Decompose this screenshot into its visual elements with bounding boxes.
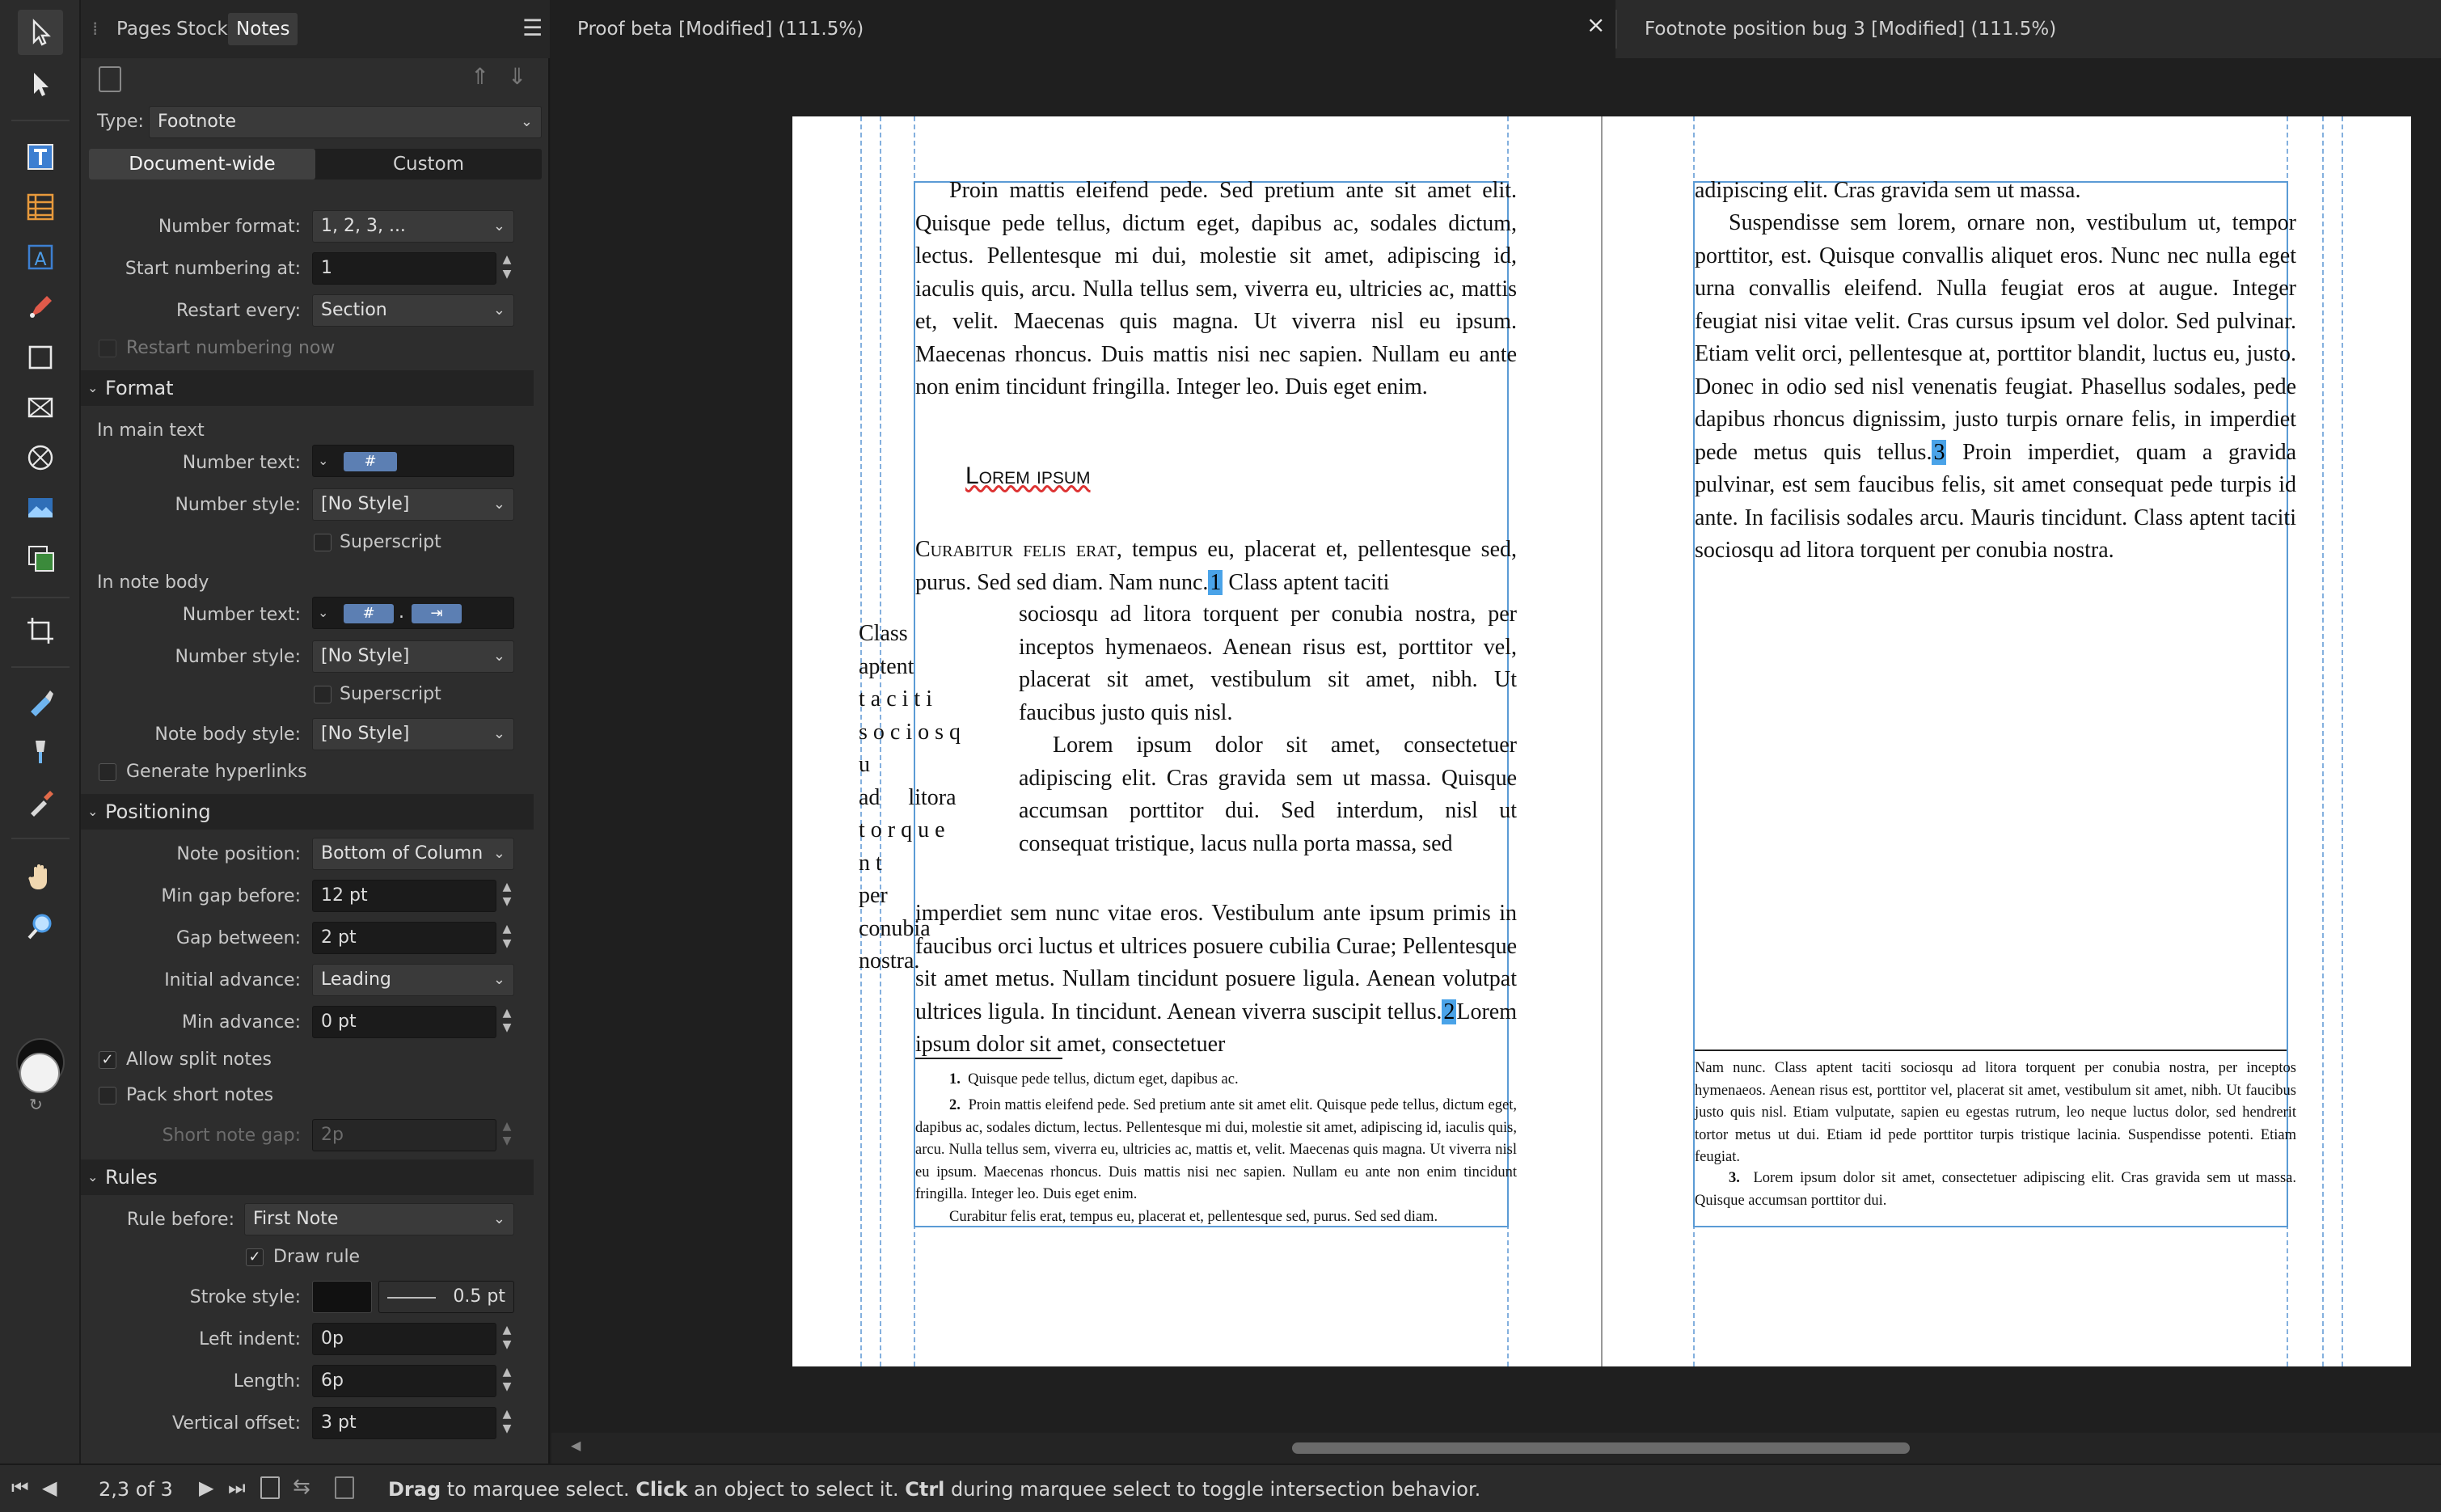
panel-tab-bar xyxy=(81,0,550,58)
vertical-offset-label: Vertical offset: xyxy=(172,1413,301,1434)
main-superscript-label: Superscript xyxy=(340,532,441,552)
panel-menu-icon[interactable]: ☰ xyxy=(522,15,543,41)
initial-advance-value: Leading xyxy=(321,969,391,990)
short-note-gap-label: Short note gap: xyxy=(162,1126,301,1146)
stroke-preview xyxy=(387,1297,436,1299)
wrapped-text-block: sociosqu ad litora torquent per conubia nostra, per inceptos hymenaeos. Aenean risus est, porttitor vel, placerat sit amet, vestibulum sit amet, nibh. Ut faucibus justo quis nisl. Lorem ipsum dolor sit amet, consectetuer adipiscing elit. Cras gravida sem ut massa. Quisque accumsan porttitor dui. Sed interdum, nisl ut consequat tristique, lacus nulla porta massa, sed xyxy=(1019,602,1517,856)
color-picker-icon[interactable] xyxy=(18,779,63,825)
rectangle-icon[interactable] xyxy=(18,335,63,380)
start-numbering-label: Start numbering at: xyxy=(125,259,301,279)
note-settings-icon[interactable] xyxy=(99,66,121,92)
table-icon[interactable] xyxy=(18,184,63,230)
vertical-offset-field[interactable]: 3 pt xyxy=(312,1407,496,1439)
type-dropdown[interactable] xyxy=(149,106,542,138)
right-paragraph-1: adipiscing elit. Cras gravida sem ut massa. xyxy=(1695,178,2081,203)
stroke-width-value: 0.5 pt xyxy=(453,1286,505,1307)
separator-token: . xyxy=(399,602,404,623)
tab-proof-beta-label: Proof beta [Modified] (111.5%) xyxy=(577,19,864,40)
length-label: Length: xyxy=(233,1371,301,1392)
tab-footnote-position-bug[interactable] xyxy=(1617,0,2441,58)
restart-now-label: Restart numbering now xyxy=(126,338,336,358)
notes-panel xyxy=(81,0,550,1463)
note-body-style-value: [No Style] xyxy=(321,724,410,744)
allow-split-checkbox[interactable]: ✓ xyxy=(99,1051,116,1069)
stroke-width-field[interactable] xyxy=(378,1281,514,1313)
generate-hyperlinks-checkbox[interactable] xyxy=(99,763,116,781)
gap-between-field[interactable]: 2 pt xyxy=(312,922,496,954)
number-format-dropdown[interactable] xyxy=(312,210,514,243)
note-number-style-label: Number style: xyxy=(175,647,301,667)
chevron-down-icon: ⌄ xyxy=(318,605,329,620)
initial-advance-dropdown[interactable] xyxy=(312,964,514,996)
note-body-style-dropdown[interactable] xyxy=(312,718,514,750)
sidebar-text-frame[interactable]: Class aptent t a c i t i s o c i o s q u ad litora t o r q u e n t per conubia nostra. xyxy=(859,621,961,974)
caret-down-icon: ⌄ xyxy=(87,804,99,819)
rules-section-header[interactable]: ⌄ Rules xyxy=(81,1159,534,1195)
note-number-style-dropdown[interactable] xyxy=(312,640,514,673)
note-number-style-value: [No Style] xyxy=(321,646,410,666)
note-superscript-checkbox[interactable] xyxy=(314,686,332,703)
min-advance-label: Min advance: xyxy=(182,1012,301,1033)
stroke-style-label: Stroke style: xyxy=(189,1287,301,1307)
swap-colors-icon[interactable]: ↻ xyxy=(29,1095,43,1114)
min-gap-stepper[interactable]: ▲ ▼ xyxy=(502,881,512,908)
note-position-dropdown[interactable] xyxy=(312,838,514,870)
next-page-icon[interactable]: ▶ xyxy=(199,1476,214,1499)
master-page-icon[interactable] xyxy=(335,1476,354,1499)
previous-page-icon[interactable]: ◀ xyxy=(42,1476,57,1499)
artistic-text-icon[interactable] xyxy=(18,234,63,280)
min-advance-stepper[interactable]: ▲ ▼ xyxy=(502,1007,512,1034)
tab-pages[interactable]: Pages xyxy=(116,19,171,40)
left-paragraph-2: Curabitur felis erat, tempus eu, placerat et, pellentesque sed, purus. Sed sed diam. Nam nunc.1 Class aptent taciti xyxy=(915,537,1517,595)
positioning-section-header[interactable]: ⌄ Positioning xyxy=(81,794,534,830)
initial-advance-label: Initial advance: xyxy=(164,970,301,990)
restart-now-checkbox[interactable] xyxy=(99,340,116,357)
brush-icon[interactable] xyxy=(18,679,63,724)
short-note-gap-field[interactable]: 2p xyxy=(312,1119,496,1151)
rule-before-label: Rule before: xyxy=(126,1210,234,1230)
vertical-offset-stepper[interactable]: ▲ ▼ xyxy=(502,1408,512,1435)
number-token[interactable]: # xyxy=(344,452,397,471)
hand-icon[interactable] xyxy=(18,854,63,899)
scroll-left-icon[interactable]: ◀ xyxy=(571,1438,581,1453)
small-caps-run: Curabitur felis erat, xyxy=(915,537,1122,562)
status-bar xyxy=(0,1463,2441,1512)
chevron-down-icon: ⌄ xyxy=(492,496,505,513)
footnote-1: 1. Quisque pede tellus, dictum eget, dapibus ac. xyxy=(949,1071,1239,1088)
type-value: Footnote xyxy=(158,112,236,132)
svg-text:A: A xyxy=(34,250,47,270)
note-superscript-label: Superscript xyxy=(340,684,441,704)
link-pages-icon[interactable]: ⇆ xyxy=(293,1475,310,1499)
left-indent-stepper[interactable]: ▲ ▼ xyxy=(502,1324,512,1351)
footnote-rule-left xyxy=(915,1058,1062,1059)
chevron-down-icon: ⌄ xyxy=(492,845,505,862)
main-number-style-dropdown[interactable] xyxy=(312,488,514,521)
picture-frame-icon[interactable] xyxy=(18,385,63,430)
footnote-marker-1[interactable]: 1 xyxy=(1210,569,1222,595)
close-icon[interactable]: × xyxy=(1586,11,1606,38)
generate-hyperlinks-label: Generate hyperlinks xyxy=(126,762,307,782)
panel-grip-icon[interactable]: ⁞ xyxy=(92,19,99,40)
chevron-down-icon: ⌄ xyxy=(492,725,505,742)
rule-before-value: First Note xyxy=(253,1209,339,1229)
short-note-gap-stepper[interactable]: ▲ ▼ xyxy=(502,1120,512,1147)
footnote-rule-right xyxy=(1695,1050,2287,1051)
main-number-text-field[interactable] xyxy=(312,445,514,477)
last-page-icon[interactable]: ⏭ xyxy=(228,1476,246,1499)
document-wide-button[interactable]: Document-wide xyxy=(89,149,315,179)
tab-footnote-position-bug-label: Footnote position bug 3 [Modified] (111.5%) xyxy=(1645,19,2057,40)
chevron-down-icon: ⌄ xyxy=(492,218,505,234)
allow-split-label: Allow split notes xyxy=(126,1050,272,1070)
spine-divider xyxy=(1601,116,1603,1366)
move-down-icon[interactable]: ⇓ xyxy=(508,63,527,90)
in-note-body-label: In note body xyxy=(97,572,209,593)
footnote-continuation: Nam nunc. Class aptent taciti sociosqu ad litora torquent per conubia nostra, per inceptos hymenaeos. Aenean risus est, porttitor vel, placerat sit amet, vestibulum sit amet, nibh. Ut faucibus justo quis nisl. Etiam vulputate, sapien eu egestas rutrum, leo neque luctus dolor, sed hendrerit tortor metus ut dui. Etiam id pede porttitor turpis tristique lacinia. Suspendisse potenti. Etiam feugiat. xyxy=(1695,1060,2296,1165)
node-tool-icon[interactable] xyxy=(18,61,63,107)
chevron-down-icon: ⌄ xyxy=(318,453,329,468)
ellipse-icon[interactable] xyxy=(18,435,63,480)
chevron-down-icon: ⌄ xyxy=(492,648,505,665)
left-indent-field[interactable]: 0p xyxy=(312,1323,496,1355)
footnote-marker-3[interactable]: 3 xyxy=(1933,439,1945,465)
move-tool-icon[interactable] xyxy=(18,10,63,55)
type-label: Type: xyxy=(97,112,144,132)
start-numbering-field[interactable]: 1 xyxy=(312,252,496,285)
place-icon[interactable] xyxy=(18,535,63,581)
tools-toolbar xyxy=(0,0,81,1463)
note-position-label: Note position: xyxy=(176,844,301,864)
zoom-icon[interactable] xyxy=(18,904,63,949)
footnote-2: 2. Proin mattis eleifend pede. Sed pretium ante sit amet elit. Quisque pede tellus, dictum eget, dapibus ac, sodales dictum, lectus. Pellentesque mi dui, molestie sit amet, adipiscing id, iaculis quis, arcu. Nulla tellus sem, viverra eu, ultricies ac, mattis et, velit. Maecenas quis magna. Ut viverra nisl eu ipsum. Maecenas rhoncus. Duis mattis nisi nec sapien. Nullam eu ante non enim tincidunt fringilla. Integer leo. Duis eget enim. xyxy=(915,1097,1517,1202)
main-superscript-checkbox[interactable] xyxy=(314,534,332,551)
stroke-color-well[interactable] xyxy=(312,1281,372,1313)
draw-rule-label: Draw rule xyxy=(273,1247,361,1267)
length-stepper[interactable]: ▲ ▼ xyxy=(502,1366,512,1393)
footnote-overflow: Curabitur felis erat, tempus eu, placerat et, pellentesque sed, purus. Sed sed diam. xyxy=(949,1209,1438,1225)
heading-lorem-ipsum: Lorem ipsum xyxy=(965,462,1091,489)
draw-rule-checkbox[interactable]: ✓ xyxy=(246,1248,264,1266)
chevron-down-icon: ⌄ xyxy=(492,971,505,988)
scope-toggle xyxy=(89,149,542,179)
crop-icon[interactable] xyxy=(18,608,63,653)
gap-between-stepper[interactable]: ▲ ▼ xyxy=(502,923,512,950)
min-gap-label: Min gap before: xyxy=(161,886,301,906)
tab-token[interactable]: ⇥ xyxy=(412,604,462,623)
number-token[interactable]: # xyxy=(344,604,394,623)
format-section-header[interactable]: ⌄ Format xyxy=(81,370,534,406)
document-canvas[interactable] xyxy=(551,58,2441,1433)
number-format-value: 1, 2, 3, ... xyxy=(321,216,406,236)
document-tab-bar xyxy=(550,0,2441,58)
chevron-down-icon: ⌄ xyxy=(492,302,505,319)
note-number-text-label: Number text: xyxy=(182,605,301,625)
restart-every-dropdown[interactable] xyxy=(312,294,514,327)
note-position-value: Bottom of Column xyxy=(321,843,484,864)
left-paragraph-3: imperdiet sem nunc vitae eros. Vestibulum ante ipsum primis in faucibus orci luctus et ultrices posuere cubilia Curae; Pellentesque sit amet metus. Nullam tincidunt posuere ligula. Aenean volutpat ultrices ligula. In tincidunt. Aenean viverra suscipit tellus.2Lorem ipsum dolor sit amet, consectetuer xyxy=(915,901,1517,1057)
number-style-label: Number style: xyxy=(175,495,301,515)
chevron-down-icon: ⌄ xyxy=(492,1210,505,1227)
custom-button[interactable]: Custom xyxy=(392,154,465,175)
gap-between-label: Gap between: xyxy=(175,928,301,948)
note-body-style-label: Note body style: xyxy=(154,724,301,745)
tab-notes[interactable]: Notes xyxy=(228,13,298,45)
horizontal-scroll-thumb[interactable] xyxy=(1292,1442,1910,1454)
start-numbering-stepper[interactable]: ▲ ▼ xyxy=(502,253,512,281)
left-paragraph-1: Proin mattis eleifend pede. Sed pretium ante sit amet elit. Quisque pede tellus, dictum eget, dapibus ac, sodales dictum, lectus. Pellentesque mi dui, molestie sit amet, adipiscing id, iaculis quis, arcu. Nulla tellus sem, viverra eu, ultricies ac, mattis et, velit. Maecenas quis magna. Ut viverra nisl eu ipsum. Maecenas rhoncus. Duis mattis nisi nec sapien. Nullam eu ante non enim tincidunt fringilla. Integer leo. Duis eget enim. xyxy=(915,178,1517,399)
move-up-icon[interactable]: ⇑ xyxy=(471,63,490,90)
tab-stock[interactable]: Stock xyxy=(176,19,228,40)
first-page-icon[interactable]: ⏮ xyxy=(11,1476,29,1499)
stroke-color-swatch[interactable] xyxy=(19,1053,60,1093)
note-number-text-field[interactable] xyxy=(312,597,514,629)
in-main-text-label: In main text xyxy=(97,420,205,441)
chevron-down-icon: ⌄ xyxy=(520,113,533,130)
pack-short-checkbox[interactable] xyxy=(99,1087,116,1104)
canvas-horizontal-scrollbar[interactable] xyxy=(551,1433,2441,1463)
caret-down-icon: ⌄ xyxy=(87,380,99,395)
pack-short-label: Pack short notes xyxy=(126,1085,274,1105)
context-hint: Drag to marquee select. Click an object to select it. Ctrl during marquee select to toggle intersection behavior. xyxy=(388,1478,1481,1501)
main-number-style-value: [No Style] xyxy=(321,494,410,514)
spread-view-icon[interactable] xyxy=(260,1476,280,1499)
min-gap-field[interactable]: 12 pt xyxy=(312,880,496,912)
frame-text-icon[interactable] xyxy=(18,134,63,179)
restart-every-label: Restart every: xyxy=(175,301,301,321)
tab-proof-beta[interactable] xyxy=(550,0,1615,58)
caret-down-icon: ⌄ xyxy=(87,1169,99,1185)
number-format-label: Number format: xyxy=(158,217,301,237)
number-text-label: Number text: xyxy=(182,453,301,473)
left-indent-label: Left indent: xyxy=(199,1329,301,1349)
image-icon[interactable] xyxy=(18,485,63,530)
pen-icon[interactable] xyxy=(18,285,63,330)
footnote-marker-2[interactable]: 2 xyxy=(1443,999,1455,1024)
rule-before-dropdown[interactable] xyxy=(244,1203,514,1235)
restart-every-value: Section xyxy=(321,300,387,320)
min-advance-field[interactable]: 0 pt xyxy=(312,1006,496,1038)
length-field[interactable]: 6p xyxy=(312,1365,496,1397)
fill-icon[interactable] xyxy=(18,729,63,775)
footnote-3: 3. Lorem ipsum dolor sit amet, consectetuer adipiscing elit. Cras gravida sem ut massa. Quisque accumsan porttitor dui. xyxy=(1695,1170,2296,1209)
right-paragraph-2: Suspendisse sem lorem, ornare non, vestibulum ut, tempor porttitor, est. Quisque convallis aliquet eros. Nunc nec nulla eget urna convallis eleifend. Nulla feugiat eros at augue. Integer feugiat nisi vitae velit. Cras cursus ipsum vel dolor. Sed pulvinar. Etiam velit orci, pellentesque at, porttitor blandit, luctus eu, justo. Donec in odio sed nisl venenatis feugiat. Phasellus sodales, pede dapibus rhoncus dignissim, justo turpis ornare felis, in imperdiet pede metus quis tellus.3 Proin imperdiet, quam a gravida pulvinar, est sem faucibus felis, sit amet consequat pede turpis id ante. In facilisis sodales arcu. Mauris tincidunt. Class aptent taciti sociosqu ad litora torquent per conubia nostra. xyxy=(1695,210,2296,563)
page-indicator[interactable]: 2,3 of 3 xyxy=(99,1478,173,1501)
